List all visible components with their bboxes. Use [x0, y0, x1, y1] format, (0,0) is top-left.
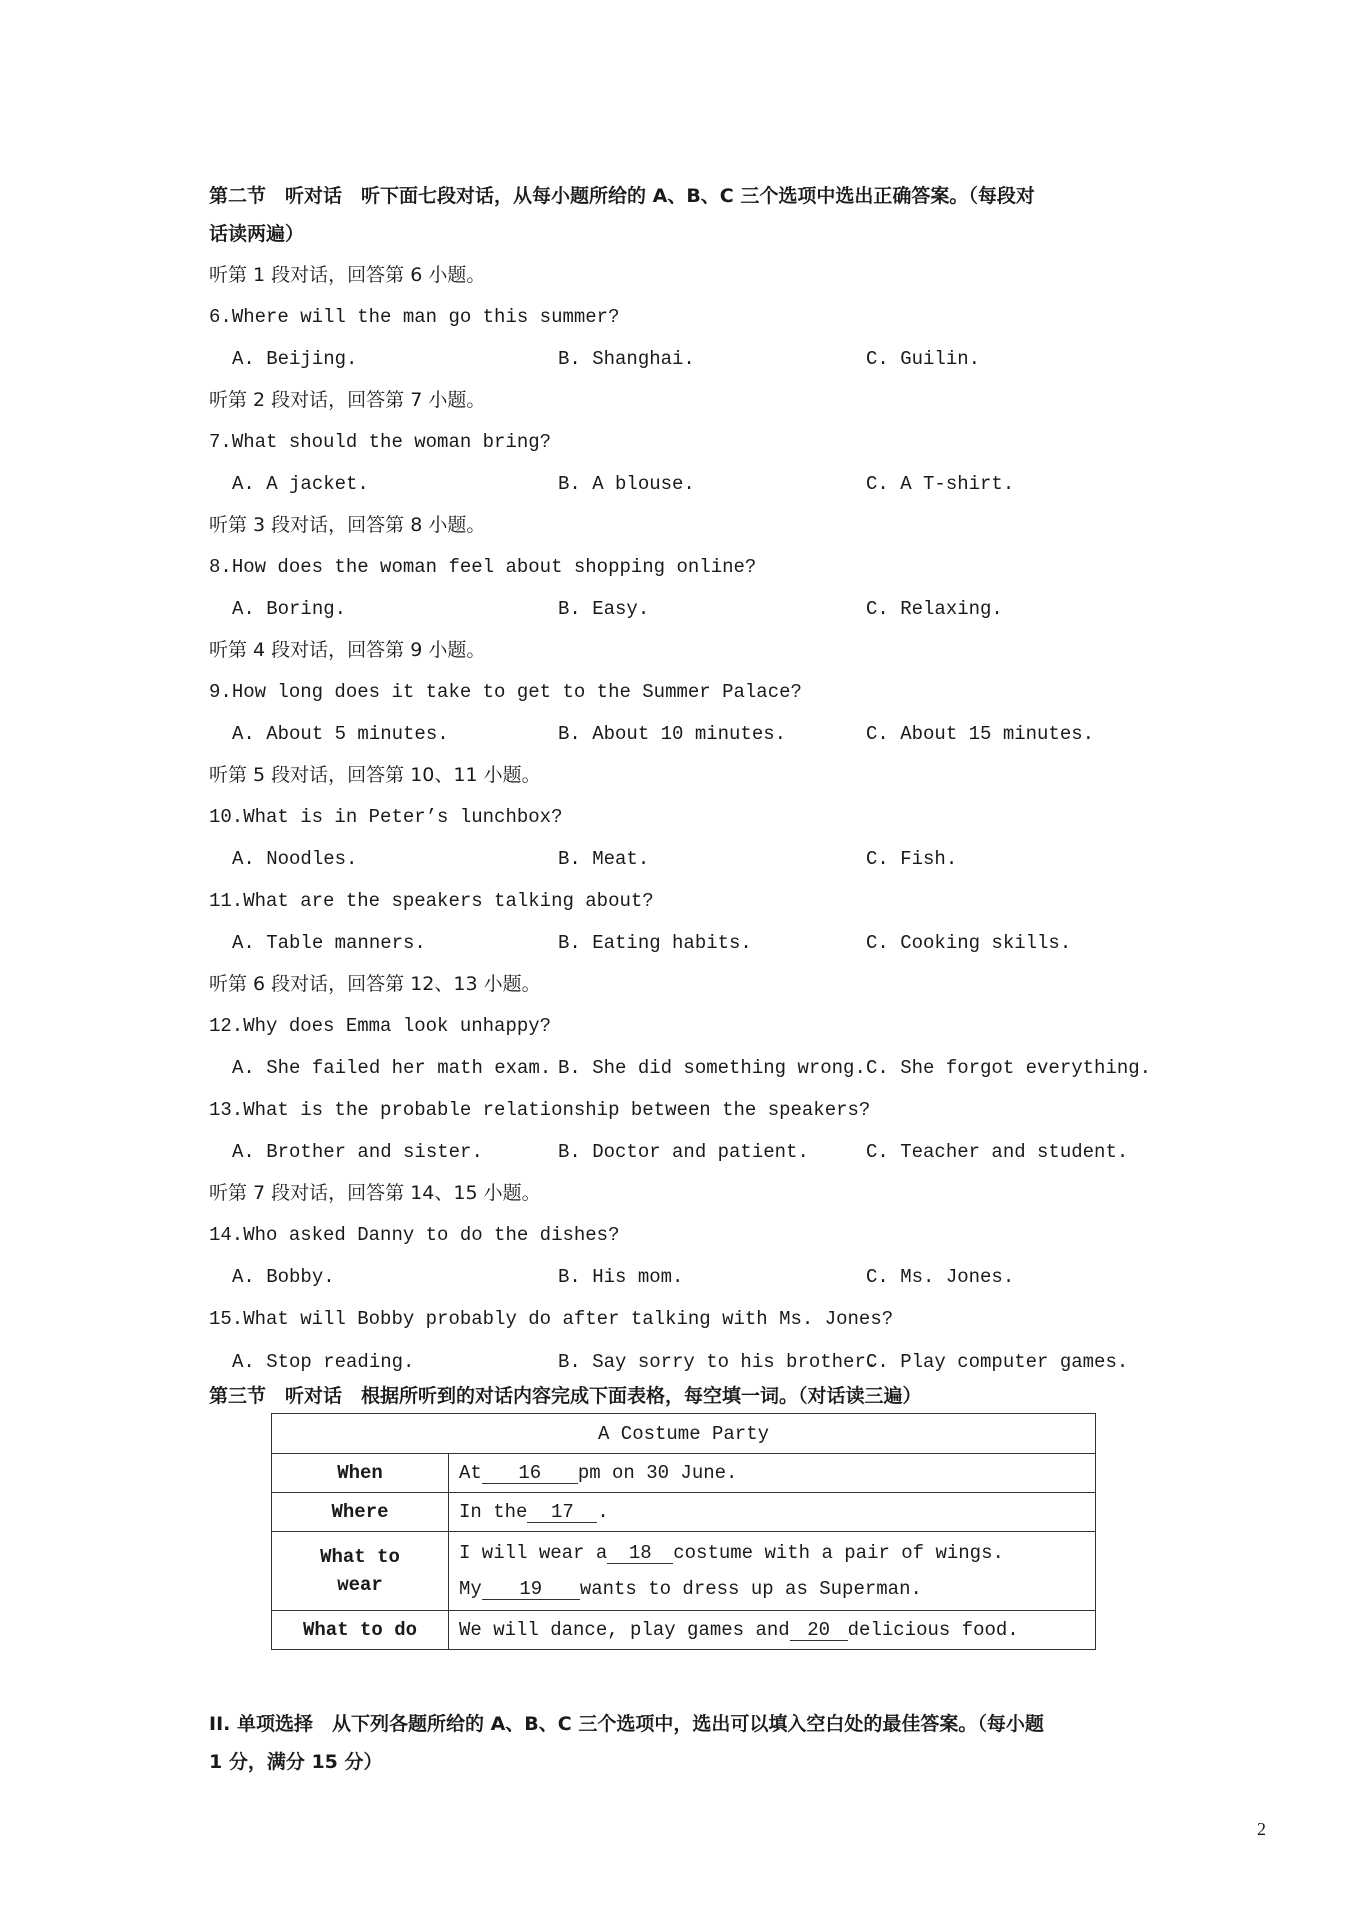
option-b: B. Say sorry to his brother.: [558, 1351, 878, 1373]
row-content: [449, 1493, 1096, 1532]
page-number: 2: [1257, 1819, 1266, 1839]
text-pre: In the: [459, 1501, 528, 1523]
question-number: 7.: [209, 431, 232, 453]
question: [209, 1098, 870, 1122]
table-title: A Costume Party: [272, 1414, 1096, 1454]
option-c: C. She forgot everything.: [866, 1057, 1152, 1079]
option-a: A. Bobby.: [232, 1266, 335, 1288]
question-text: Where will the man go this summer?: [231, 306, 620, 328]
group-instruction: 听第 1 段对话，回答第 6 小题。: [209, 264, 486, 286]
option-a: A. A jacket.: [232, 473, 369, 495]
question: [209, 680, 802, 704]
question: [209, 555, 756, 579]
option-b: B. Easy.: [558, 598, 650, 620]
question-text: What is in Peter’s lunchbox?: [243, 806, 563, 828]
group-instruction: 听第 3 段对话，回答第 8 小题。: [209, 514, 486, 536]
text-pre: At: [459, 1462, 482, 1484]
question: [209, 430, 551, 454]
question-text: How long does it take to get to the Summer Palace?: [231, 681, 802, 703]
row-label: What to do: [272, 1611, 449, 1650]
question: [209, 305, 619, 329]
question-text: Who asked Danny to do the dishes?: [243, 1224, 620, 1246]
text-post: .: [597, 1501, 609, 1523]
blank-19[interactable]: 19: [482, 1579, 580, 1600]
part2-heading-line1: II. 单项选择 从下列各题所给的 A、B、C 三个选项中，选出可以填入空白处的最佳答案。（每小题: [209, 1713, 1044, 1735]
table-row: [272, 1611, 1096, 1650]
text-post: wants to dress up as Superman.: [579, 1578, 922, 1600]
option-c: C. Ms. Jones.: [866, 1266, 1015, 1288]
row-content: [449, 1454, 1096, 1493]
content-line: [459, 1571, 1085, 1607]
row-label: When: [272, 1454, 449, 1493]
option-c: C. A T-shirt.: [866, 473, 1015, 495]
section3-heading: 第三节 听对话 根据所听到的对话内容完成下面表格，每空填一词。（对话读三遍）: [209, 1385, 922, 1407]
group-instruction: 听第 6 段对话，回答第 12、13 小题。: [209, 973, 541, 995]
question: [209, 1014, 551, 1038]
option-c: C. Fish.: [866, 848, 958, 870]
blank-16[interactable]: 16: [482, 1463, 578, 1484]
option-a: A. About 5 minutes.: [232, 723, 449, 745]
option-c: C. Teacher and student.: [866, 1141, 1129, 1163]
option-a: A. She failed her math exam.: [232, 1057, 552, 1079]
text-post: pm on 30 June.: [577, 1462, 738, 1484]
group-instruction: 听第 5 段对话，回答第 10、11 小题。: [209, 764, 541, 786]
text-pre: My: [459, 1578, 482, 1600]
group-instruction: 听第 2 段对话，回答第 7 小题。: [209, 389, 486, 411]
table-row: [272, 1532, 1096, 1611]
question-text: What are the speakers talking about?: [243, 890, 654, 912]
question-text: What is the probable relationship between the speakers?: [243, 1099, 871, 1121]
question-number: 14.: [209, 1224, 244, 1246]
option-a: A. Boring.: [232, 598, 347, 620]
question-number: 12.: [209, 1015, 244, 1037]
option-b: B. Doctor and patient.: [558, 1141, 809, 1163]
text-post: costume with a pair of wings.: [673, 1542, 1004, 1564]
question-number: 13.: [209, 1099, 244, 1121]
costume-party-table: [271, 1413, 1096, 1650]
option-b: B. His mom.: [558, 1266, 684, 1288]
option-b: B. About 10 minutes.: [558, 723, 787, 745]
question-number: 8.: [209, 556, 232, 578]
table-row: [272, 1454, 1096, 1493]
question: [209, 805, 562, 829]
question-text: Why does Emma look unhappy?: [243, 1015, 552, 1037]
option-b: B. Shanghai.: [558, 348, 695, 370]
option-b: B. Meat.: [558, 848, 650, 870]
table-row: [272, 1493, 1096, 1532]
blank-17[interactable]: 17: [527, 1502, 597, 1523]
group-instruction: 听第 7 段对话，回答第 14、15 小题。: [209, 1182, 541, 1204]
text-post: delicious food.: [847, 1619, 1019, 1641]
row-content: [449, 1611, 1096, 1650]
blank-18[interactable]: 18: [607, 1543, 673, 1564]
row-label: Where: [272, 1493, 449, 1532]
question-number: 6.: [209, 306, 232, 328]
question-number: 10.: [209, 806, 244, 828]
question-number: 15.: [209, 1308, 244, 1330]
row-label: [272, 1532, 449, 1611]
option-c: C. Relaxing.: [866, 598, 1003, 620]
question-number: 9.: [209, 681, 232, 703]
question: [209, 889, 654, 913]
option-c: C. About 15 minutes.: [866, 723, 1095, 745]
question-text: What will Bobby probably do after talking with Ms. Jones?: [243, 1308, 894, 1330]
option-b: B. She did something wrong.: [558, 1057, 866, 1079]
option-b: B. A blouse.: [558, 473, 695, 495]
option-a: A. Stop reading.: [232, 1351, 415, 1373]
option-c: C. Cooking skills.: [866, 932, 1072, 954]
section2-heading-line2: 话读两遍）: [209, 223, 305, 245]
option-c: C. Guilin.: [866, 348, 981, 370]
question: [209, 1223, 619, 1247]
option-a: A. Beijing.: [232, 348, 358, 370]
text-pre: We will dance, play games and: [459, 1619, 790, 1641]
content-line: [459, 1535, 1085, 1571]
option-a: A. Noodles.: [232, 848, 358, 870]
part2-heading-line2: 1 分，满分 15 分）: [209, 1751, 383, 1773]
row-label-line2: wear: [337, 1574, 383, 1596]
row-content: [449, 1532, 1096, 1611]
question: [209, 1307, 893, 1331]
group-instruction: 听第 4 段对话，回答第 9 小题。: [209, 639, 486, 661]
option-b: B. Eating habits.: [558, 932, 752, 954]
option-a: A. Table manners.: [232, 932, 426, 954]
option-c: C. Play computer games.: [866, 1351, 1129, 1373]
question-text: What should the woman bring?: [231, 431, 552, 453]
row-label-line1: What to: [320, 1546, 400, 1568]
option-a: A. Brother and sister.: [232, 1141, 483, 1163]
question-text: How does the woman feel about shopping online?: [231, 556, 757, 578]
question-number: 11.: [209, 890, 244, 912]
blank-20[interactable]: 20: [790, 1620, 848, 1641]
text-pre: I will wear a: [459, 1542, 608, 1564]
section2-heading-line1: 第二节 听对话 听下面七段对话，从每小题所给的 A、B、C 三个选项中选出正确答案。（每段对: [209, 185, 1035, 207]
